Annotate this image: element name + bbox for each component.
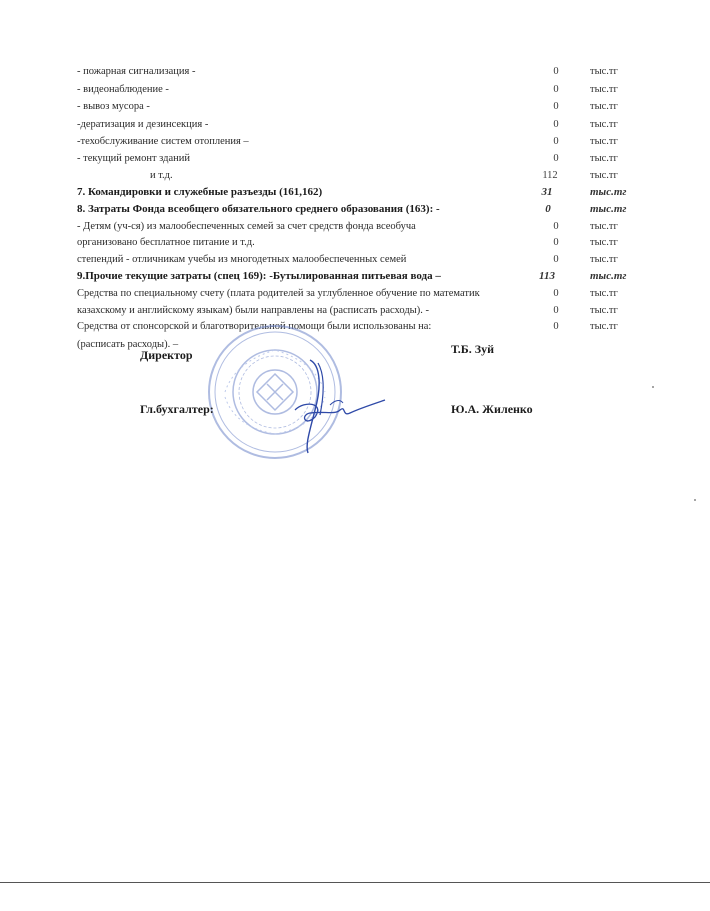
row-building-repair xyxy=(0,151,710,167)
row-label: -дератизация и дезинсекция - xyxy=(77,119,209,130)
row-label: Средства по специальному счету (плата родителей за углубленное обучение по математик xyxy=(77,288,480,299)
row-garbage-removal xyxy=(0,99,710,115)
row-label: и т.д. xyxy=(150,170,173,181)
row-label: - видеонаблюдение - xyxy=(77,84,169,95)
row-unit: тыс.тг xyxy=(590,288,618,299)
row-unit: тыс.тг xyxy=(590,203,627,215)
row-value: 0 xyxy=(553,221,559,232)
row-unit: тыс.тг xyxy=(590,136,618,147)
row-special-account xyxy=(0,286,710,302)
row-languages xyxy=(0,303,710,319)
row-heating-maintenance xyxy=(0,134,710,150)
row-value: 0 xyxy=(553,153,559,164)
row-label: - Детям (уч-ся) из малообеспеченных семей за счет средств фонда всеобуча xyxy=(77,221,416,232)
row-value: 0 xyxy=(553,119,559,130)
row-scholarships xyxy=(0,252,710,268)
row-label: степендий - отличникам учебы из многодетных малообеспеченных семей xyxy=(77,254,407,265)
row-unit: тыс.тг xyxy=(590,153,618,164)
scan-speck xyxy=(652,386,654,388)
row-value: 0 xyxy=(553,136,559,147)
row-value: 0 xyxy=(553,101,559,112)
row-unit: тыс.тг xyxy=(590,270,627,282)
row-label: 8. Затраты Фонда всеобщего обязательного среднего образования (163): - xyxy=(77,203,440,215)
row-value: 0 xyxy=(553,84,559,95)
director-title: Директор xyxy=(140,348,193,362)
row-label: организовано бесплатное питание и т.д. xyxy=(77,237,255,248)
row-label: 7. Командировки и служебные разъезды (161,162) xyxy=(77,186,323,198)
row-label: 9.Прочие текущие затраты (спец 169): -Бутылированная питьевая вода – xyxy=(77,270,441,282)
scan-speck xyxy=(694,499,696,501)
row-free-meals xyxy=(0,235,710,251)
row-unit: тыс.тг xyxy=(590,66,618,77)
row-education-fund xyxy=(0,201,710,217)
row-fire-alarm xyxy=(0,64,710,80)
row-value: 0 xyxy=(553,321,559,332)
row-value: 0 xyxy=(553,66,559,77)
row-unit: тыс.тг xyxy=(590,305,618,316)
accountant-title: Гл.бухгалтер: xyxy=(140,402,214,416)
row-children-low-income xyxy=(0,219,710,235)
row-unit: тыс.тг xyxy=(590,170,618,181)
row-label: -техобслуживание систем отопления – xyxy=(77,136,249,147)
row-etc xyxy=(0,168,710,184)
row-unit: тыс.тг xyxy=(590,186,627,198)
row-describe-expenses xyxy=(0,337,710,353)
row-unit: тыс.тг xyxy=(590,237,618,248)
row-value: 0 xyxy=(553,254,559,265)
row-value: 0 xyxy=(553,237,559,248)
row-label: - текущий ремонт зданий xyxy=(77,153,190,164)
row-sponsorship xyxy=(0,319,710,335)
row-value: 0 xyxy=(553,305,559,316)
row-label: Средства от спонсорской и благотворительной помощи были использованы на: xyxy=(77,321,432,332)
row-deratization xyxy=(0,117,710,133)
row-label: казахскому и английскому языкам) были направлены на (расписать расходы). - xyxy=(77,305,429,316)
row-unit: тыс.тг xyxy=(590,321,618,332)
row-value: 112 xyxy=(542,170,558,181)
row-other-expenses xyxy=(0,268,710,284)
handwritten-signature xyxy=(280,355,390,455)
accountant-name: Ю.А. Жиленко xyxy=(451,402,533,416)
row-unit: тыс.тг xyxy=(590,101,618,112)
row-business-trips xyxy=(0,184,710,200)
bottom-edge-line xyxy=(0,882,710,883)
row-value: 0 xyxy=(553,288,559,299)
row-unit: тыс.тг xyxy=(590,84,618,95)
row-video-surveillance xyxy=(0,82,710,98)
director-name: Т.Б. Зуй xyxy=(451,342,494,356)
row-label: (расписать расходы). – xyxy=(77,339,179,350)
row-unit: тыс.тг xyxy=(590,119,618,130)
row-value: 31 xyxy=(541,186,553,198)
row-unit: тыс.тг xyxy=(590,254,618,265)
row-label: - вывоз мусора - xyxy=(77,101,150,112)
row-label: - пожарная сигнализация - xyxy=(77,66,196,77)
row-value: 0 xyxy=(545,203,551,215)
row-value: 113 xyxy=(539,270,555,282)
row-unit: тыс.тг xyxy=(590,221,618,232)
